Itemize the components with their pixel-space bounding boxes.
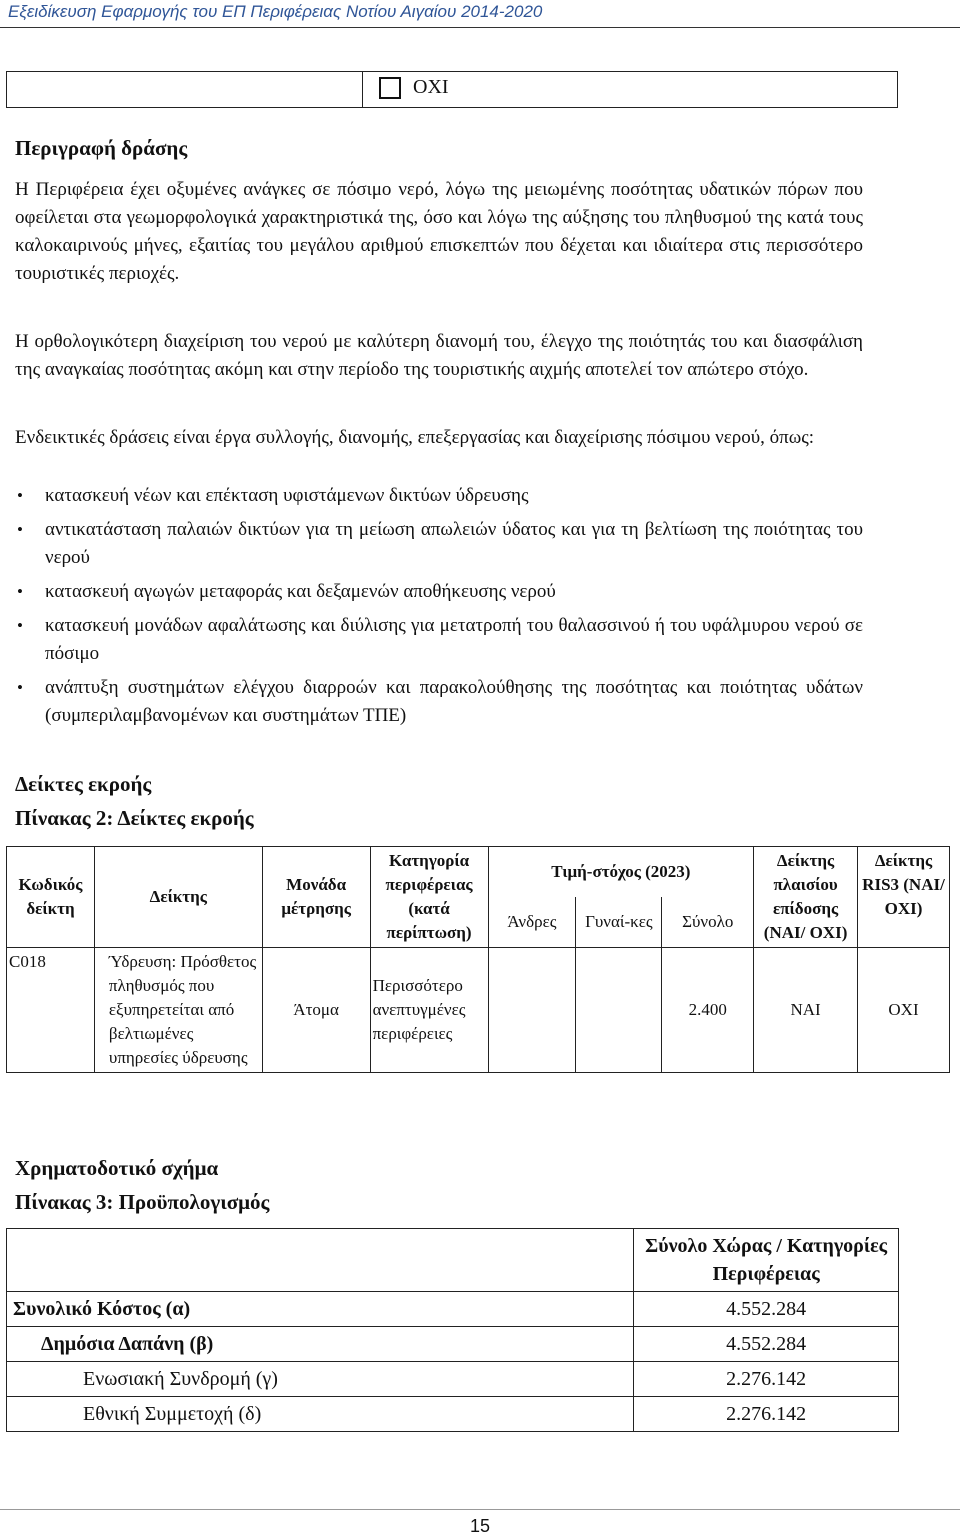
header-performance-framework: Δείκτης πλαισίου επίδοσης (ΝΑΙ/ ΟΧΙ) [754, 847, 858, 948]
bullet-icon: • [17, 486, 23, 505]
header-women: Γυναί-κες [576, 897, 662, 948]
cell-ris3: ΟΧΙ [858, 948, 950, 1073]
yes-no-empty-cell [7, 72, 363, 107]
header-region-category: Κατηγορία περιφέρειας (κατά περίπτωση) [370, 847, 488, 948]
row-label-national-contribution: Εθνική Συμμετοχή (δ) [7, 1397, 634, 1432]
table-row [7, 1327, 899, 1362]
row-value-public-expenditure: 4.552.284 [634, 1327, 899, 1362]
cell-code: C018 [7, 948, 95, 1073]
indicative-actions-list [15, 482, 863, 736]
table-row [7, 1292, 899, 1327]
header-unit: Μονάδα μέτρησης [262, 847, 370, 948]
description-paragraph-1: Η Περιφέρεια έχει οξυμένες ανάγκες σε πόσιμο νερό, λόγω της μειωμένης ποσότητας υδατικών πόρων που οφείλεται στα γεωμορφολογικά χαρακτηριστικά της, όσο και λόγω της αύξησης του πληθυσμού της κατά τους καλοκαιρινούς μήνες, εξαιτίας του μεγάλου αριθμού επισκεπτών που δέχεται και ιδιαίτερα στις περισσότερο τουριστικές περιοχές. [15, 179, 863, 284]
table-row [7, 1397, 899, 1432]
row-value-national-contribution: 2.276.142 [634, 1397, 899, 1432]
list-item [15, 578, 863, 606]
header-indicator: Δείκτης [94, 847, 262, 948]
bullet-icon: • [17, 520, 23, 539]
table-header-row [7, 1229, 899, 1292]
header-men: Άνδρες [488, 897, 576, 948]
checkbox-ochi[interactable] [379, 77, 401, 99]
header-country-total: Σύνολο Χώρας / Κατηγορίες Περιφέρειας [634, 1229, 899, 1292]
bullet-icon: • [17, 616, 23, 635]
list-item-text: κατασκευή μονάδων αφαλάτωσης και διύλισης για μετατροπή του θαλασσινού ή του υφάλμυρου νερού σε πόσιμο [45, 615, 863, 664]
header-total: Σύνολο [662, 897, 754, 948]
checkbox-ochi-label: ΟΧΙ [413, 76, 449, 98]
cell-women [576, 948, 662, 1073]
financing-title: Χρηματοδοτικό σχήμα [15, 1156, 219, 1180]
list-item [15, 612, 863, 668]
header-ris3: Δείκτης RIS3 (ΝΑΙ/ ΟΧΙ) [858, 847, 950, 948]
cell-performance-framework: ΝΑΙ [754, 948, 858, 1073]
header-target: Τιμή-στόχος (2023) [488, 847, 754, 898]
cell-unit: Άτομα [262, 948, 370, 1073]
output-indicators-table [6, 846, 950, 1073]
row-label-eu-contribution: Ενωσιακή Συνδρομή (γ) [7, 1362, 634, 1397]
table-row [7, 1362, 899, 1397]
yes-no-box [6, 71, 898, 108]
empty-header-cell [7, 1229, 634, 1292]
table-2-title: Πίνακας 2: Δείκτες εκροής [15, 806, 254, 830]
description-paragraph-2: Η ορθολογικότερη διαχείριση του νερού με καλύτερη διανομή του, έλεγχο της ποιότητάς του και διασφάλιση της αναγκαίας ποσότητας ακόμη και στην περίοδο της τουριστικής αιχμής αποτελεί τον απώτερο στόχο. [15, 331, 863, 380]
table-3-title: Πίνακας 3: Προϋπολογισμός [15, 1190, 270, 1214]
budget-table [6, 1228, 899, 1432]
row-value-eu-contribution: 2.276.142 [634, 1362, 899, 1397]
page-number: 15 [469, 1516, 491, 1536]
description-paragraph-3: Ενδεικτικές δράσεις είναι έργα συλλογής, διανομής, επεξεργασίας και διαχείρισης πόσιμου νερού, όπως: [15, 427, 815, 448]
list-item-text: κατασκευή αγωγών μεταφοράς και δεξαμενών αποθήκευσης νερού [45, 581, 556, 602]
cell-men [488, 948, 576, 1073]
header-code: Κωδικός δείκτη [7, 847, 95, 948]
row-value-total-cost: 4.552.284 [634, 1292, 899, 1327]
list-item-text: αντικατάσταση παλαιών δικτύων για τη μείωση απωλειών ύδατος και για τη βελτίωση της ποιότητας του νερού [45, 519, 863, 568]
table-header-row [7, 847, 950, 898]
output-indicators-title: Δείκτες εκροής [15, 772, 152, 796]
list-item [15, 516, 863, 572]
cell-indicator: Ύδρευση: Πρόσθετος πληθυσμός που εξυπηρετείται από βελτιωμένες υπηρεσίες ύδρευσης [94, 948, 262, 1073]
list-item [15, 674, 863, 730]
list-item [15, 482, 863, 510]
bullet-icon: • [17, 678, 23, 697]
header-divider [0, 27, 960, 28]
bullet-icon: • [17, 582, 23, 601]
row-label-total-cost: Συνολικό Κόστος (α) [7, 1292, 634, 1327]
document-header-title: Εξειδίκευση Εφαρμογής του ΕΠ Περιφέρειας Νοτίου Αιγαίου 2014-2020 [8, 2, 543, 21]
action-description-title: Περιγραφή δράσης [15, 136, 188, 160]
cell-total: 2.400 [662, 948, 754, 1073]
cell-region-category: Περισσότερο ανεπτυγμένες περιφέρειες [370, 948, 488, 1073]
row-label-public-expenditure: Δημόσια Δαπάνη (β) [7, 1327, 634, 1362]
table-row [7, 948, 950, 1073]
list-item-text: κατασκευή νέων και επέκταση υφιστάμενων δικτύων ύδρευσης [45, 485, 529, 506]
footer-divider [0, 1509, 960, 1510]
list-item-text: ανάπτυξη συστημάτων ελέγχου διαρροών και παρακολούθησης της ποσότητας και ποιότητας υδάτων (συμπεριλαμβανομένων και συστημάτων ΤΠΕ) [45, 677, 863, 726]
